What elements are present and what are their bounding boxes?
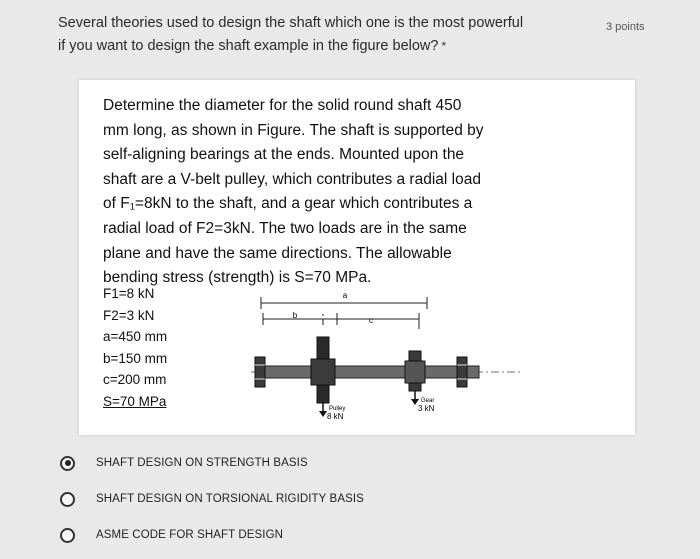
- radio-button[interactable]: [60, 528, 75, 543]
- points-label: 3 points: [606, 21, 645, 33]
- option-asme-code[interactable]: [60, 523, 480, 547]
- problem-line: self-aligning bearings at the ends. Mounted upon the: [103, 146, 465, 164]
- right-bearing: [457, 357, 467, 387]
- gear-load-label: 3 kN: [418, 404, 435, 413]
- dim-a-label: a: [342, 291, 348, 300]
- problem-line: mm long, as shown in Figure. The shaft is supported by: [103, 121, 484, 139]
- gear-label: Gear: [421, 398, 435, 404]
- problem-line: of F₁=8kN to the shaft, and a gear which contributes a: [103, 195, 473, 213]
- question-title: [58, 12, 598, 58]
- left-bearing: [255, 357, 265, 387]
- radio-button[interactable]: [60, 492, 75, 507]
- given-a: a=450 mm: [103, 329, 168, 344]
- given-f1: F1=8 kN: [103, 286, 155, 301]
- dim-b-label: b: [292, 311, 298, 320]
- pulley-load-label: 8 kN: [327, 412, 344, 421]
- option-torsional-rigidity-basis[interactable]: [60, 487, 480, 511]
- problem-line: radial load of F2=3kN. The two loads are in the same: [103, 219, 467, 237]
- option-strength-basis[interactable]: [60, 451, 480, 475]
- given-s: S=70 MPa: [103, 393, 167, 409]
- question-title-line-2: if you want to design the shaft example in the figure below?: [58, 38, 439, 54]
- problem-line: shaft are a V-belt pulley, which contributes a radial load: [103, 170, 481, 188]
- shaft: [257, 366, 479, 378]
- question-title-line-1: Several theories used to design the shaft which one is the most powerful: [58, 15, 524, 31]
- problem-line: Determine the diameter for the solid round shaft 450: [103, 97, 462, 114]
- option-label: ASME CODE FOR SHAFT DESIGN: [96, 529, 284, 541]
- pulley-label: Pulley: [329, 406, 346, 412]
- required-marker: *: [441, 39, 447, 53]
- dim-c-label: c: [369, 316, 373, 325]
- option-label: SHAFT DESIGN ON STRENGTH BASIS: [96, 457, 308, 469]
- given-f2: F2=3 kN: [103, 307, 155, 323]
- radio-button-selected[interactable]: [60, 456, 75, 471]
- given-c: c=200 mm: [103, 372, 167, 387]
- problem-statement: [103, 94, 623, 291]
- problem-image: [79, 80, 635, 435]
- shaft-figure: [249, 285, 549, 425]
- given-values: [103, 283, 253, 412]
- problem-line: plane and have the same directions. The allowable: [103, 244, 452, 262]
- option-label: SHAFT DESIGN ON TORSIONAL RIGIDITY BASIS: [96, 493, 364, 505]
- problem-line: bending stress (strength) is S=70 MPa.: [103, 269, 372, 287]
- given-b: b=150 mm: [103, 350, 168, 366]
